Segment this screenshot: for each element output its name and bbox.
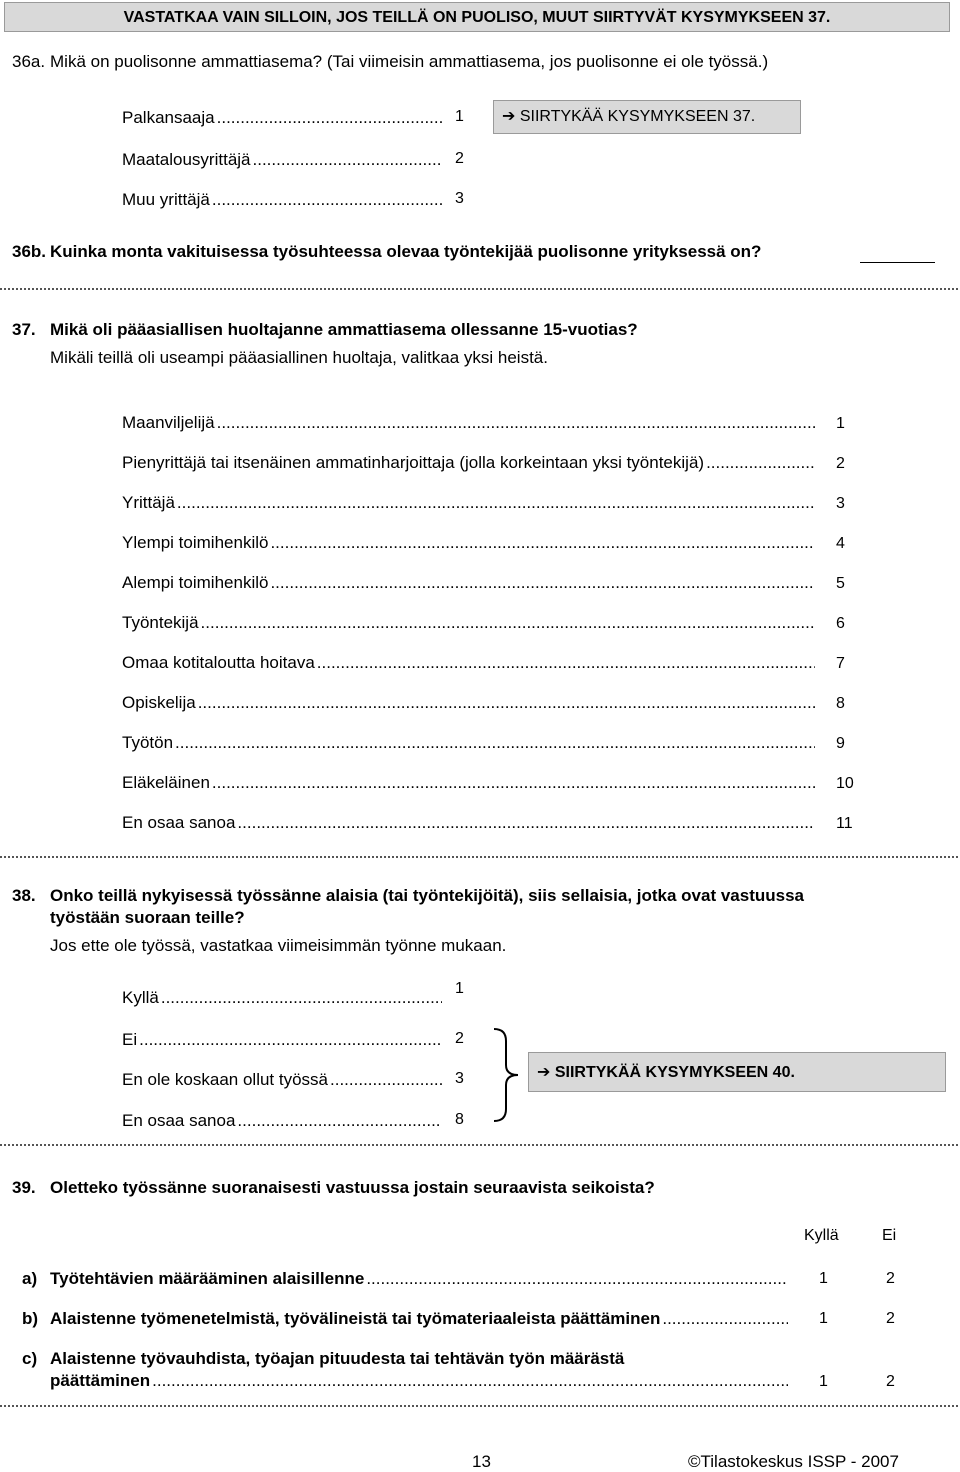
code-37-9[interactable]: 9 <box>836 735 845 752</box>
separator <box>0 856 958 858</box>
question-36b-number: 36b. <box>12 242 47 261</box>
question-37-number: 37. <box>12 320 36 339</box>
code-37-6[interactable]: 6 <box>836 615 845 632</box>
leader-dots <box>161 988 442 1008</box>
code-c-no[interactable]: 2 <box>886 1373 895 1390</box>
leader-dots <box>152 1371 788 1391</box>
skip-instruction-40 <box>528 1052 946 1092</box>
code-37-11[interactable]: 11 <box>836 815 853 832</box>
option-37-9[interactable] <box>122 733 817 753</box>
answer-blank-36b[interactable] <box>860 262 935 263</box>
option-label: Ei <box>122 1030 138 1049</box>
leader-dots <box>201 613 815 633</box>
leader-dots <box>317 653 815 673</box>
option-label: Työntekijä <box>122 613 199 632</box>
separator <box>0 1405 958 1407</box>
leader-dots <box>217 413 815 433</box>
curly-brace-icon <box>490 1025 524 1125</box>
row-label: Työtehtävien määrääminen alaisillenne <box>50 1269 365 1288</box>
option-label: Maanviljelijä <box>122 413 215 432</box>
row-b <box>50 1309 790 1329</box>
option-label: Yrittäjä <box>122 493 175 512</box>
option-37-10[interactable] <box>122 773 817 793</box>
copyright-text: ©Tilastokeskus ISSP - 2007 <box>688 1452 899 1471</box>
code-36a-1[interactable]: 1 <box>455 108 464 125</box>
row-label: päättäminen <box>50 1371 151 1390</box>
row-letter-c: c) <box>22 1349 38 1368</box>
code-37-4[interactable]: 4 <box>836 535 845 552</box>
leader-dots <box>175 733 815 753</box>
code-37-7[interactable]: 7 <box>836 655 845 672</box>
option-label: Alempi toimihenkilö <box>122 573 269 592</box>
option-label: Eläkeläinen <box>122 773 210 792</box>
leader-dots <box>270 573 815 593</box>
skip-instruction-37 <box>493 100 801 134</box>
option-37-11[interactable] <box>122 813 817 833</box>
option-37-2[interactable] <box>122 453 817 473</box>
option-37-6[interactable] <box>122 613 817 633</box>
column-header-yes: Kyllä <box>804 1227 839 1244</box>
leader-dots <box>237 813 815 833</box>
row-a <box>50 1269 790 1289</box>
option-36a-3[interactable] <box>122 190 444 210</box>
row-letter-b: b) <box>22 1309 39 1328</box>
code-37-3[interactable]: 3 <box>836 495 845 512</box>
question-36a-number: 36a. <box>12 52 46 71</box>
code-38-2[interactable]: 2 <box>455 1030 464 1047</box>
skip-text: SIIRTYKÄÄ KYSYMYKSEEN 37. <box>519 108 756 125</box>
option-37-7[interactable] <box>122 653 817 673</box>
option-label: Muu yrittäjä <box>122 190 210 209</box>
arrow-right-icon: ➔ <box>537 1064 551 1081</box>
question-38-subtext: Jos ette ole työssä, vastatkaa viimeisimmän työnne mukaan. <box>50 936 507 955</box>
page-number: 13 <box>472 1452 491 1471</box>
option-37-4[interactable] <box>122 533 817 553</box>
leader-dots <box>198 693 815 713</box>
separator <box>0 1144 958 1146</box>
code-37-10[interactable]: 10 <box>836 775 854 792</box>
leader-dots <box>270 533 815 553</box>
question-38-text-line2: työstään suoraan teille? <box>50 908 245 927</box>
code-36a-3[interactable]: 3 <box>455 190 464 207</box>
question-36b-text: Kuinka monta vakituisessa työsuhteessa olevaa työntekijää puolisonne yrityksessä on? <box>50 242 762 261</box>
question-37-subtext: Mikäli teillä oli useampi pääasiallinen huoltaja, valitkaa yksi heistä. <box>50 348 548 367</box>
question-38-number: 38. <box>12 886 36 905</box>
option-label: En osaa sanoa <box>122 813 236 832</box>
option-38-2[interactable] <box>122 1030 444 1050</box>
question-37-text: Mikä oli pääasiallisen huoltajanne ammattiasema ollessanne 15-vuotias? <box>50 320 638 339</box>
section-banner: VASTATKAA VAIN SILLOIN, JOS TEILLÄ ON PUOLISO, MUUT SIIRTYVÄT KYSYMYKSEEN 37. <box>4 2 950 32</box>
option-38-3[interactable] <box>122 1070 444 1090</box>
leader-dots <box>366 1269 788 1289</box>
option-37-3[interactable] <box>122 493 817 513</box>
option-label: Kyllä <box>122 988 159 1007</box>
leader-dots <box>217 108 442 128</box>
option-label: Työtön <box>122 733 174 752</box>
code-b-yes[interactable]: 1 <box>819 1310 828 1327</box>
question-36a-text: Mikä on puolisonne ammattiasema? (Tai viimeisin ammattiasema, jos puolisonne ei ole työssä.) <box>50 52 769 71</box>
code-38-4[interactable]: 8 <box>455 1111 464 1128</box>
option-38-4[interactable] <box>122 1111 444 1131</box>
code-a-yes[interactable]: 1 <box>819 1270 828 1287</box>
option-label: En osaa sanoa <box>122 1111 236 1130</box>
row-c-line1: Alaistenne työvauhdista, työajan pituudesta tai tehtävän työn määrästä <box>50 1349 625 1368</box>
code-36a-2[interactable]: 2 <box>455 150 464 167</box>
arrow-right-icon: ➔ <box>502 108 516 125</box>
leader-dots <box>662 1309 788 1329</box>
option-label: Omaa kotitaloutta hoitava <box>122 653 315 672</box>
question-38-text-line1: Onko teillä nykyisessä työssänne alaisia (tai työntekijöitä), siis sellaisia, jotka ovat vastuussa <box>50 886 805 905</box>
row-letter-a: a) <box>22 1269 38 1288</box>
option-37-1[interactable] <box>122 413 817 433</box>
option-label: Opiskelija <box>122 693 196 712</box>
question-39-number: 39. <box>12 1178 36 1197</box>
option-36a-2[interactable] <box>122 150 444 170</box>
separator <box>0 288 958 290</box>
code-c-yes[interactable]: 1 <box>819 1373 828 1390</box>
leader-dots <box>139 1030 442 1050</box>
column-header-no: Ei <box>882 1227 897 1244</box>
leader-dots <box>212 773 815 793</box>
row-label: Alaistenne työmenetelmistä, työvälineistä tai työmateriaaleista päättäminen <box>50 1309 661 1328</box>
code-37-5[interactable]: 5 <box>836 575 845 592</box>
option-label: Ylempi toimihenkilö <box>122 533 269 552</box>
leader-dots <box>177 493 815 513</box>
leader-dots <box>212 190 442 210</box>
option-37-8[interactable] <box>122 693 817 713</box>
leader-dots <box>330 1070 442 1090</box>
code-37-2[interactable]: 2 <box>836 455 845 472</box>
leader-dots <box>706 453 815 473</box>
leader-dots <box>237 1111 442 1131</box>
code-a-no[interactable]: 2 <box>886 1270 895 1287</box>
code-37-8[interactable]: 8 <box>836 695 845 712</box>
skip-text: SIIRTYKÄÄ KYSYMYKSEEN 40. <box>554 1064 795 1081</box>
code-37-1[interactable]: 1 <box>836 415 845 432</box>
row-c <box>50 1371 790 1391</box>
code-b-no[interactable]: 2 <box>886 1310 895 1327</box>
option-label: Pienyrittäjä tai itsenäinen ammatinharjoittaja (jolla korkeintaan yksi työntekijä) <box>122 453 705 472</box>
option-38-1[interactable] <box>122 988 444 1008</box>
option-36a-1[interactable] <box>122 108 444 128</box>
option-37-5[interactable] <box>122 573 817 593</box>
leader-dots <box>253 150 442 170</box>
option-label: En ole koskaan ollut työssä <box>122 1070 329 1089</box>
code-38-3[interactable]: 3 <box>455 1070 464 1087</box>
option-label: Palkansaaja <box>122 108 215 127</box>
code-38-1[interactable]: 1 <box>455 980 464 997</box>
option-label: Maatalousyrittäjä <box>122 150 251 169</box>
question-39-text: Oletteko työssänne suoranaisesti vastuussa jostain seuraavista seikoista? <box>50 1178 655 1197</box>
